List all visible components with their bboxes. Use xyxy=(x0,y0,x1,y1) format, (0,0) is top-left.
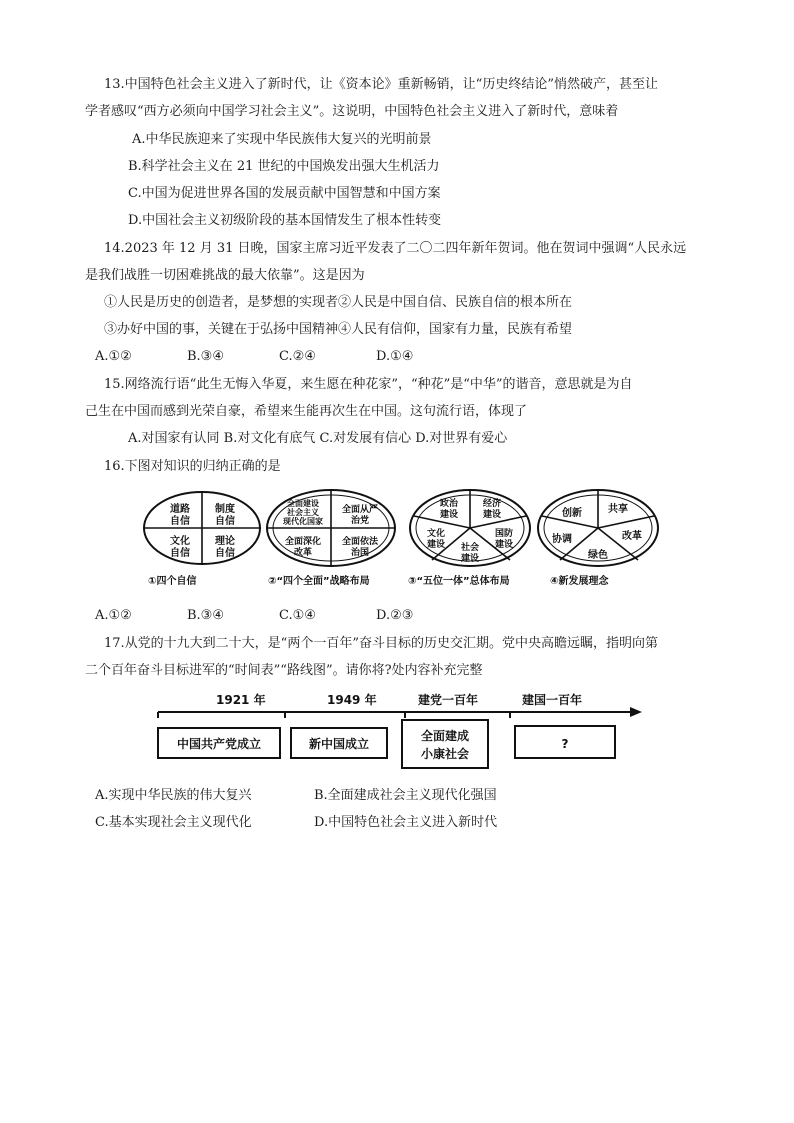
q16-option-d: D.②③ xyxy=(376,608,414,623)
q16-stem: 16.下图对知识的归纳正确的是 xyxy=(104,459,281,474)
d3-item-2: 经济建设 xyxy=(482,499,502,520)
timeline-event-1: 中国共产党成立 xyxy=(176,737,262,751)
d4-item-2: 共享 xyxy=(608,504,628,515)
q17-stem-line1: 17.从党的十九大到二十大，是“两个一百年”奋斗目标的历史交汇期。党中央高瞻远瞩，指明向第 xyxy=(104,636,658,651)
d3-item-5: 社会建设 xyxy=(460,543,480,564)
d4-item-5: 绿色 xyxy=(588,550,608,561)
d1-item-1: 道路自信 xyxy=(170,504,190,527)
q13-option-d: D.中国社会主义初级阶段的基本国情发生了根本性转变 xyxy=(128,213,442,228)
q17-option-a: A.实现中华民族的伟大复兴 xyxy=(95,788,252,803)
d4-item-3: 协调 xyxy=(552,534,572,545)
q14-option-a: A.①② xyxy=(95,349,132,364)
d3-caption: ③“五位一体”总体布局 xyxy=(408,576,510,587)
d1-item-2: 制度自信 xyxy=(215,504,235,527)
q15-stem-line2: 己生在中国而感到光荣自豪，希望来生能再次生在中国。这句流行语，体现了 xyxy=(85,404,528,419)
d4-caption: ④新发展理念 xyxy=(550,576,609,587)
q15-stem-line1: 15.网络流行语“此生无悔入华夏，来生愿在种花家”，“种花”是“中华”的谐音，意思就是为自 xyxy=(104,377,633,392)
d1-item-4: 理论自信 xyxy=(215,536,235,559)
q14-stem-line2: 是我们战胜一切困难挑战的最大依靠”。这是因为 xyxy=(85,268,365,283)
q14-option-b: B.③④ xyxy=(187,349,224,364)
d3-item-1: 政治建设 xyxy=(439,499,459,520)
d2-caption: ②“四个全面”战略布局 xyxy=(268,576,370,587)
q16-option-a: A.①② xyxy=(95,608,132,623)
d2-item-1: 全面建设社会主义现代化国家 xyxy=(283,499,323,526)
diagram-new-development xyxy=(538,490,658,587)
q14-option-c: C.②④ xyxy=(279,349,316,364)
d3-item-3: 文化建设 xyxy=(426,529,446,550)
diagram-five-in-one xyxy=(408,490,530,587)
diagram-four-confidences xyxy=(144,492,260,587)
q15-options: A.对国家有认同 B.对文化有底气 C.对发展有信心 D.对世界有爱心 xyxy=(128,431,508,446)
d4-item-4: 改革 xyxy=(622,531,642,542)
q17-option-b: B.全面建成社会主义现代化强国 xyxy=(314,788,497,803)
d3-item-4: 国防建设 xyxy=(494,529,514,550)
d2-item-4: 全面依法治国 xyxy=(341,537,379,558)
d2-item-3: 全面深化改革 xyxy=(284,537,322,558)
d1-item-3: 文化自信 xyxy=(170,536,190,559)
timeline-event-4: ? xyxy=(561,737,569,751)
q14-option-d: D.①④ xyxy=(376,349,414,364)
q13-option-a: A.中华民族迎来了实现中华民族伟大复兴的光明前景 xyxy=(132,132,432,147)
q13-option-b: B.科学社会主义在 21 世纪的中国焕发出强大生机活力 xyxy=(128,159,440,174)
q14-statement-line2: ③办好中国的事，关键在于弘扬中国精神④人民有信仰，国家有力量，民族有希望 xyxy=(104,322,573,337)
timeline-event-2: 新中国成立 xyxy=(308,737,370,751)
q13-stem-line1: 13.中国特色社会主义进入了新时代，让《资本论》重新畅销，让“历史终结论”悄然破产，甚至让 xyxy=(104,77,658,92)
q16-option-c: C.①④ xyxy=(279,608,316,623)
q16-diagrams xyxy=(140,486,660,596)
timeline-event-3: 全面建成小康社会 xyxy=(420,729,470,761)
q16-option-b: B.③④ xyxy=(187,608,224,623)
q17-stem-line2: 二个百年奋斗目标进军的“时间表”“路线图”。请你将?处内容补充完整 xyxy=(85,663,483,678)
timeline-year-4: 建国一百年 xyxy=(522,693,583,707)
d2-item-2: 全面从严治党 xyxy=(341,505,379,526)
d4-item-1: 创新 xyxy=(562,508,582,519)
timeline-year-1: 1921 年 xyxy=(216,693,266,707)
q13-stem-line2: 学者感叹“西方必须向中国学习社会主义”。这说明，中国特色社会主义进入了新时代，意味着 xyxy=(85,104,619,119)
d1-caption: ①四个自信 xyxy=(148,576,197,587)
timeline-year-2: 1949 年 xyxy=(327,693,377,707)
q14-statement-line1: ①人民是历史的创造者，是梦想的实现者②人民是中国自信、民族自信的根本所在 xyxy=(104,295,573,310)
q17-option-c: C.基本实现社会主义现代化 xyxy=(95,815,252,830)
timeline-year-3: 建党一百年 xyxy=(418,693,479,707)
q13-option-c: C.中国为促进世界各国的发展贡献中国智慧和中国方案 xyxy=(128,186,441,201)
q17-option-d: D.中国特色社会主义进入新时代 xyxy=(314,815,498,830)
diagram-four-comprehensives xyxy=(267,490,395,587)
q17-timeline xyxy=(150,688,650,780)
q14-stem-line1: 14.2023 年 12 月 31 日晚，国家主席习近平发表了二〇二四年新年贺词。他在贺词中强调“人民永远 xyxy=(104,241,687,256)
